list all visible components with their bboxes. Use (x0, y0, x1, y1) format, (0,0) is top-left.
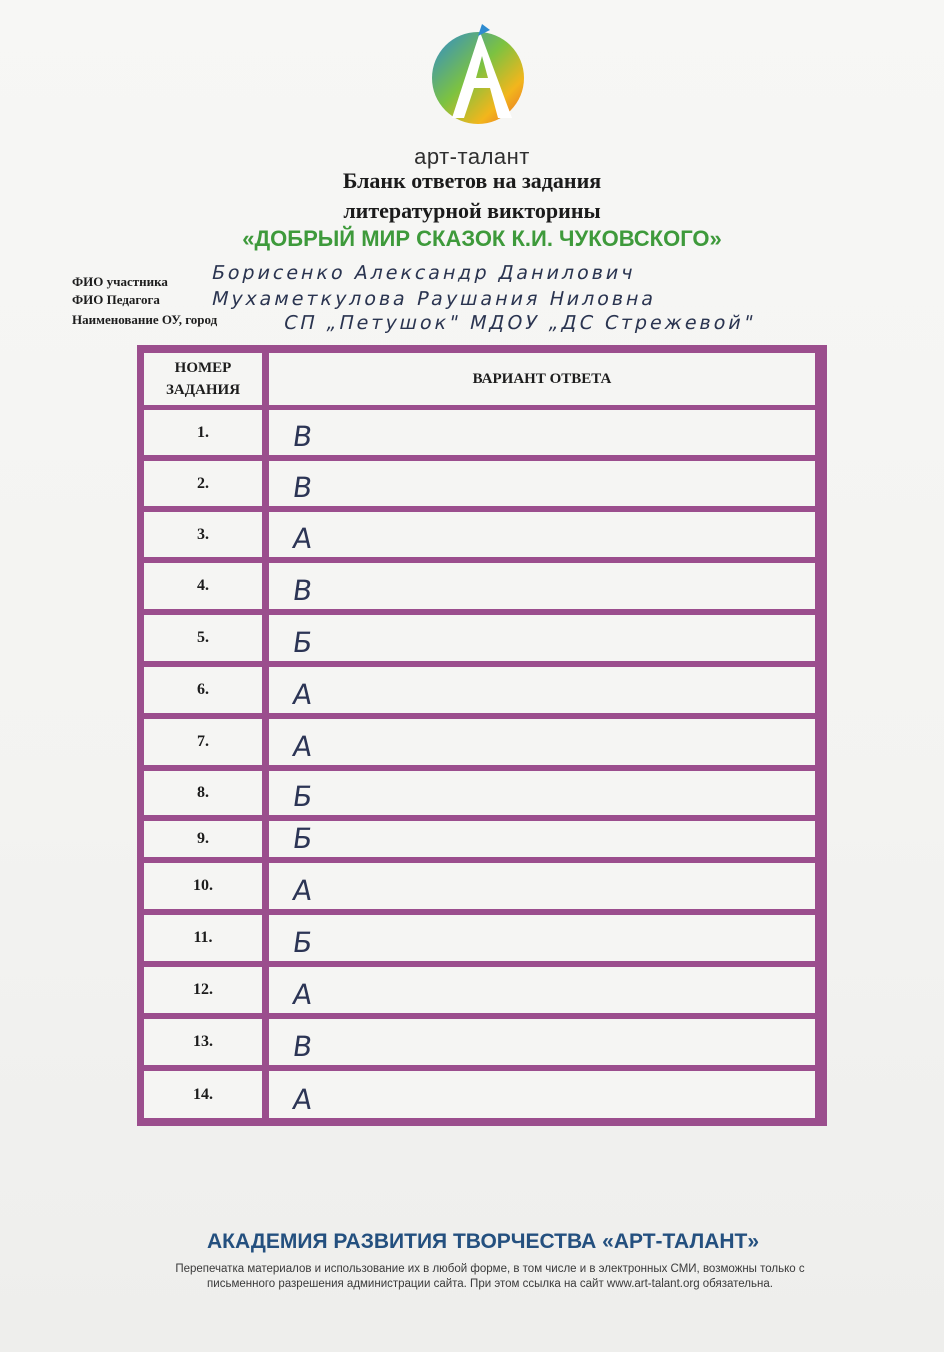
row-number: 14. (144, 1071, 262, 1118)
row-answer (269, 821, 815, 857)
title-line-1: Бланк ответов на задания (342, 168, 602, 193)
answer-text: Б (290, 926, 315, 959)
answer-text: А (290, 678, 315, 711)
row-number: 8. (144, 771, 262, 815)
row-number: 3. (144, 512, 262, 557)
row-number: 2. (144, 461, 262, 506)
teacher-value: Мухаметкулова Раушания Ниловна (209, 288, 659, 310)
row-answer (269, 667, 815, 713)
academy-title: АКАДЕМИЯ РАЗВИТИЯ ТВОРЧЕСТВА «АРТ-ТАЛАНТ» (206, 1230, 760, 1253)
header-number-cell (144, 353, 262, 405)
row-answer (269, 615, 815, 661)
title-line-2: литературной викторины (343, 198, 601, 223)
answer-text: А (290, 978, 315, 1011)
answer-text: А (290, 1083, 315, 1116)
answer-text: В (290, 1030, 315, 1063)
row-number: 9. (144, 821, 262, 857)
row-answer (269, 719, 815, 765)
row-number: 11. (144, 915, 262, 961)
row-number: 5. (144, 615, 262, 661)
row-answer (269, 967, 815, 1013)
answer-text: В (290, 471, 315, 504)
answer-text: Б (290, 822, 315, 855)
row-answer (269, 512, 815, 557)
row-answer (269, 1019, 815, 1065)
header-answer-label: ВАРИАНТ ОТВЕТА (472, 370, 612, 387)
answers-table (137, 345, 827, 1126)
quiz-title: «ДОБРЫЙ МИР СКАЗОК К.И. ЧУКОВСКОГО» (242, 226, 722, 251)
header-answer-cell (269, 353, 815, 405)
org-value: СП „Петушок" МДОУ „ДС Стрежевой" (281, 312, 758, 334)
answer-text: В (290, 420, 315, 453)
row-number: 6. (144, 667, 262, 713)
row-number: 13. (144, 1019, 262, 1065)
copyright-line-2: письменного разрешения администрации сайта. При этом ссылка на сайт www.art-talant.org обязательна. (207, 1278, 773, 1290)
art-talant-logo (428, 22, 528, 134)
teacher-label: ФИО Педагога (72, 292, 160, 307)
answer-text: А (290, 874, 315, 907)
row-answer (269, 771, 815, 815)
row-answer (269, 915, 815, 961)
row-answer (269, 461, 815, 506)
brand-name: арт-талант (414, 144, 530, 169)
row-answer (269, 563, 815, 609)
answer-text: Б (290, 626, 315, 659)
row-answer (269, 410, 815, 455)
answer-text: А (290, 730, 315, 763)
row-answer (269, 863, 815, 909)
participant-value: Борисенко Александр Данилович (209, 262, 638, 284)
row-number: 4. (144, 563, 262, 609)
org-label: Наименование ОУ, город (72, 312, 218, 327)
row-number: 12. (144, 967, 262, 1013)
header-number-line-2: ЗАДАНИЯ (165, 382, 241, 398)
answer-text: В (290, 574, 315, 607)
row-answer (269, 1071, 815, 1118)
copyright-line-1: Перепечатка материалов и использование их в любой форме, в том числе и в электронных СМИ, возможны только с (175, 1263, 805, 1275)
participant-label: ФИО участника (72, 274, 168, 289)
copyright-note (95, 1262, 885, 1292)
row-number: 7. (144, 719, 262, 765)
answer-text: Б (290, 780, 315, 813)
row-number: 10. (144, 863, 262, 909)
row-number: 1. (144, 410, 262, 455)
header-number-line-1: НОМЕР (174, 360, 232, 376)
answer-text: А (290, 522, 315, 555)
